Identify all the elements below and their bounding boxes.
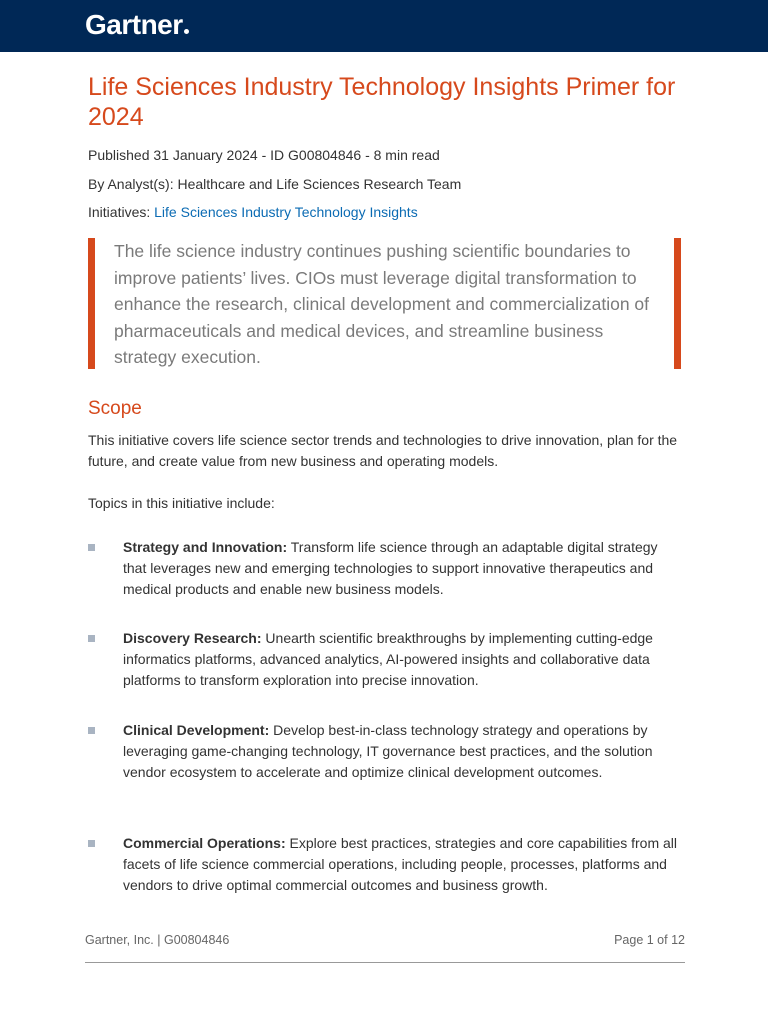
analyst-info: By Analyst(s): Healthcare and Life Sciences Research Team <box>88 176 462 192</box>
logo-dot-icon <box>184 29 189 34</box>
list-item-description: Unearth scientific breakthroughs by implementing cutting-edge informatics platforms, advanced analytics, AI-powered insights and collaborative data platforms to transform exploration into precise innovation. <box>123 630 653 688</box>
callout-left-bar <box>88 238 95 369</box>
list-item-term: Strategy and Innovation: <box>123 539 288 555</box>
summary-text: The life science industry continues pushing scientific boundaries to improve patients’ lives. CIOs must leverage digital transformation to enhance the research, clinical development and commercialization of pharmaceuticals and medical devices, and streamline business strategy execution. <box>114 241 650 367</box>
list-item-text <box>123 833 683 896</box>
gartner-logo[interactable] <box>85 9 189 41</box>
initiatives-link[interactable]: Life Sciences Industry Technology Insights <box>154 204 418 220</box>
list-item-description: Develop best-in-class technology strategy and operations by leveraging game-changing technology, IT governance best practices, and the solution vendor ecosystem to accelerate and optimize clinical development outcomes. <box>123 722 653 780</box>
scope-heading: Scope <box>88 398 142 419</box>
list-item-term: Clinical Development: <box>123 722 270 738</box>
initiatives-info <box>88 204 418 220</box>
list-item-text <box>123 537 683 600</box>
bullet-square-icon <box>88 635 95 642</box>
logo-text: Gartner <box>85 9 183 40</box>
footer-document-id: Gartner, Inc. | G00804846 <box>85 933 230 947</box>
header-bar <box>0 0 768 52</box>
list-item-term: Commercial Operations: <box>123 835 286 851</box>
list-item-description: Transform life science through an adaptable digital strategy that leverages new and emerging technologies to support innovative therapeutics and medical products and enable new business models. <box>123 539 658 597</box>
initiatives-label: Initiatives: <box>88 204 155 220</box>
scope-paragraph: This initiative covers life science sector trends and technologies to drive innovation, plan for the future, and create value from new business and operating models. <box>88 432 678 469</box>
document-title: Life Sciences Industry Technology Insights Primer for 2024 <box>88 73 676 131</box>
list-item-term: Discovery Research: <box>123 630 262 646</box>
footer-page-number: Page 1 of 12 <box>614 933 685 947</box>
bullet-square-icon <box>88 544 95 551</box>
summary-callout <box>88 238 681 369</box>
bullet-square-icon <box>88 840 95 847</box>
topics-intro: Topics in this initiative include: <box>88 495 275 511</box>
callout-right-bar <box>674 238 681 369</box>
bullet-square-icon <box>88 727 95 734</box>
list-item-description: Explore best practices, strategies and core capabilities from all facets of life science commercial operations, including people, processes, platforms and vendors to drive optimal commercial outcomes and business growth. <box>123 835 678 893</box>
list-item-text <box>123 628 683 691</box>
published-info: Published 31 January 2024 - ID G00804846 - 8 min read <box>88 147 440 163</box>
list-item-text <box>123 720 683 783</box>
footer-divider <box>85 962 685 963</box>
